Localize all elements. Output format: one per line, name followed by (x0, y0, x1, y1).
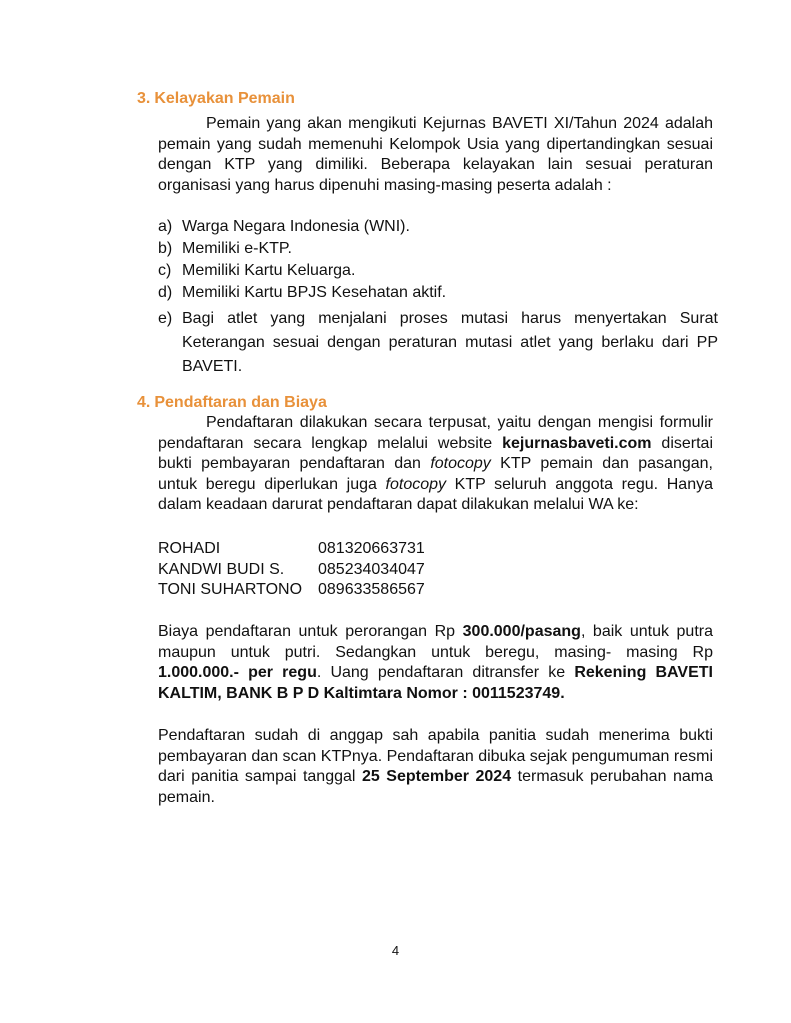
fee-individual: 300.000/pasang (462, 623, 581, 640)
contact-name: ROHADI (158, 540, 221, 557)
list-item: d) Memiliki Kartu BPJS Kesehatan aktif. (158, 284, 447, 301)
section-4-title: Pendaftaran dan Biaya (154, 394, 327, 411)
section-3-intro (158, 114, 713, 196)
contact-row (158, 560, 425, 581)
section-4-paragraph-2: Biaya pendaftaran untuk perorangan Rp 300.000/pasang, baik untuk putra maupun untuk putri. Sedangkan untuk beregu, masing- masing Rp 1.000.000.- per regu. Uang pendaftaran ditransfer ke Rekening BAVETI KALTIM, BANK B P D Kaltimtara Nomor : 0011523749. (158, 623, 713, 702)
contact-phone: 085234034047 (318, 560, 425, 578)
contact-name: KANDWI BUDI S. (158, 560, 285, 578)
contact-row (158, 580, 425, 601)
list-item: b) Memiliki e-KTP. (158, 240, 292, 257)
bank-account: Rekening BAVETI KALTIM, BANK B P D Kaltimtara Nomor : 0011523749. (158, 664, 713, 702)
list-item: a) Warga Negara Indonesia (WNI). (158, 218, 410, 235)
registration-deadline: 25 September 2024 (361, 768, 512, 785)
section-4-paragraph-1: Pendaftaran dilakukan secara terpusat, yaitu dengan mengisi formulir pendaftaran secara lengkap melalui website kejurnasbaveti.com disertai bukti pembayaran pendaftaran dan fotocopy KTP pemain dan pasangan, untuk beregu diperlukan juga fotocopy KTP seluruh anggota regu. Hanya dalam keadaan darurat pendaftaran dapat dilakukan melalui WA ke: (158, 414, 713, 513)
eligibility-list (158, 217, 718, 380)
list-item: c) Memiliki Kartu Keluarga. (158, 262, 356, 279)
section-4-number: 4. (137, 394, 151, 411)
section-4-paragraph-3: Pendaftaran sudah di anggap sah apabila panitia sudah menerima bukti pembayaran dan scan KTPnya. Pendaftaran dibuka sejak pengumuman resmi dari panitia sampai tanggal 25 September 2024 termasuk perubahan nama pemain. (158, 727, 714, 806)
page-number: 4 (391, 943, 400, 958)
section-3-number: 3. (137, 90, 151, 107)
contact-list (158, 539, 425, 601)
section-4-heading (137, 393, 327, 413)
contact-row (158, 539, 425, 560)
section-3-title: Kelayakan Pemain (154, 90, 295, 107)
contact-phone: 089633586567 (318, 581, 425, 598)
section-3-intro-text: Pemain yang akan mengikuti Kejurnas BAVETI XI/Tahun 2024 adalah pemain yang sudah memenuhi Kelompok Usia yang dipertandingkan sesuai dengan KTP yang dimiliki. Beberapa kelayakan lain sesuai peraturan organisasi yang harus dipenuhi masing-masing peserta adalah : (158, 115, 713, 194)
contact-name: TONI SUHARTONO (158, 581, 303, 598)
contact-phone: 081320663731 (318, 540, 425, 557)
website-link[interactable]: kejurnasbaveti.com (502, 434, 652, 452)
section-3-heading (137, 89, 295, 109)
list-item: e) Bagi atlet yang menjalani proses mutasi harus menyertakan Surat Keterangan sesuai dengan peraturan mutasi atlet yang berlaku dari PP BAVETI. (158, 309, 718, 375)
fee-team: 1.000.000.- per regu (158, 664, 317, 681)
